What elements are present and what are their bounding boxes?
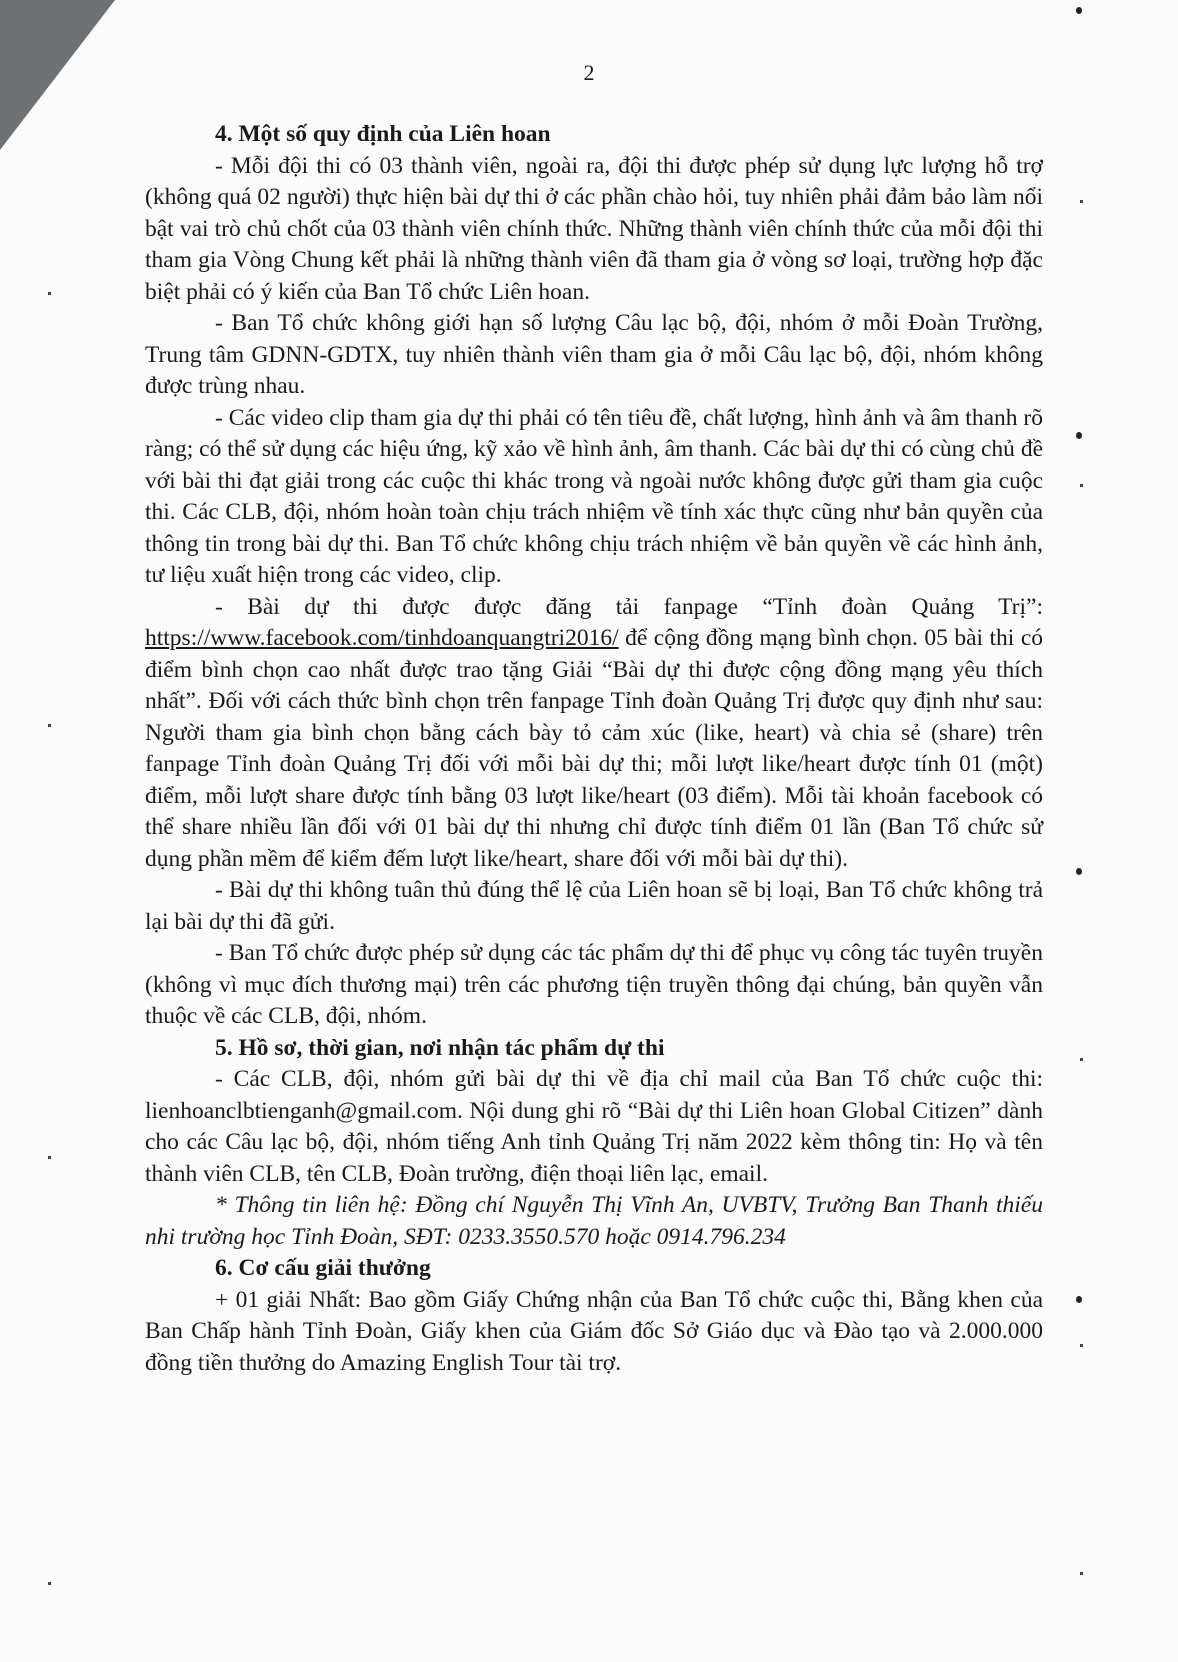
paragraph-text: - Bài dự thi được được đăng tải fanpage “Tỉnh đoàn Quảng Trị”: bbox=[215, 593, 1043, 620]
scan-speck bbox=[48, 1156, 51, 1159]
scan-speck bbox=[1080, 1344, 1083, 1347]
section-heading: 4. Một số quy định của Liên hoan bbox=[215, 121, 551, 147]
section-heading: 5. Hồ sơ, thời gian, nơi nhận tác phẩm dự thi bbox=[215, 1034, 665, 1061]
paragraph: - Mỗi đội thi có 03 thành viên, ngoài ra, đội thi được phép sử dụng lực lượng hỗ trợ (không quá 02 người) thực hiện bài dự thi ở các phần chào hỏi, tuy nhiên phải đảm bảo làm nổi bật vai trò chủ chốt của 03 thành viên chính thức. Những thành viên chính thức của mỗi đội thi tham gia Vòng Chung kết phải là những thành viên đã tham gia ở vòng sơ loại, trường hợp đặc biệt phải có ý kiến của Ban Tổ chức Liên hoan. bbox=[145, 152, 1043, 305]
paragraph: - Các CLB, đội, nhóm gửi bài dự thi về địa chỉ mail của Ban Tổ chức cuộc thi: lienhoanclbtienganh@gmail.com. Nội dung ghi rõ “Bài dự thi Liên hoan Global Citizen” dành cho các Câu lạc bộ, đội, nhóm tiếng Anh tỉnh Quảng Trị năm 2022 kèm thông tin: Họ và tên thành viên CLB, tên CLB, Đoàn trường, điện thoại liên lạc, email. bbox=[145, 1066, 1043, 1187]
scan-speck bbox=[48, 1582, 51, 1585]
scan-speck bbox=[1076, 432, 1082, 439]
contact-info: * Thông tin liên hệ: Đồng chí Nguyễn Thị Vĩnh An, UVBTV, Trưởng Ban Thanh thiếu nhi trường học Tỉnh Đoàn, SĐT: 0233.3550.570 hoặc 0914.796.234 bbox=[145, 1192, 1043, 1250]
fanpage-link[interactable]: https://www.facebook.com/tinhdoanquangtri2016/ bbox=[145, 625, 619, 651]
paragraph: + 01 giải Nhất: Bao gồm Giấy Chứng nhận của Ban Tổ chức cuộc thi, Bằng khen của Ban Chấp hành Tỉnh Đoàn, Giấy khen của Giám đốc Sở Giáo dục và Đào tạo và 2.000.000 đồng tiền thưởng do Amazing English Tour tài trợ. bbox=[145, 1286, 1043, 1376]
scan-speck bbox=[48, 292, 51, 295]
paragraph-text: để cộng đồng mạng bình chọn. 05 bài thi có điểm bình chọn cao nhất được trao tặng Giải “Bài dự thi được cộng đồng mạng yêu thích nhất”. Đối với cách thức bình chọn trên fanpage Tỉnh đoàn Quảng Trị được quy định như sau: Người tham gia bình chọn bằng cách bày tỏ cảm xúc (like, heart) và chia sẻ (share) trên fanpage Tỉnh đoàn Quảng Trị đối với mỗi bài dự thi; mỗi lượt like/heart được tính 01 (một) điểm, mỗi lượt share được tính bằng 03 lượt like/heart (03 điểm). Mỗi tài khoản facebook có thể share nhiều lần đối với 01 bài dự thi nhưng chỉ được tính điểm 01 lần (Ban Tổ chức sử dụng phần mềm để kiểm đếm lượt like/heart, share đối với mỗi bài dự thi). bbox=[145, 625, 1043, 872]
scan-speck bbox=[1080, 1058, 1083, 1061]
paragraph: - Các video clip tham gia dự thi phải có tên tiêu đề, chất lượng, hình ảnh và âm thanh rõ ràng; có thể sử dụng các hiệu ứng, kỹ xảo về hình ảnh, âm thanh. Các bài dự thi có cùng chủ đề với bài thi đạt giải trong các cuộc thi khác trong và ngoài nước không được gửi tham gia cuộc thi. Các CLB, đội, nhóm hoàn toàn chịu trách nhiệm về tính xác thực cũng như bản quyền của thông tin trong bài dự thi. Ban Tổ chức không chịu trách nhiệm về bản quyền về các hình ảnh, tư liệu xuất hiện trong các video, clip. bbox=[145, 404, 1043, 588]
scan-speck bbox=[1080, 1572, 1083, 1575]
document-body bbox=[145, 119, 1043, 1379]
scan-speck bbox=[1080, 200, 1083, 203]
paragraph: - Bài dự thi không tuân thủ đúng thể lệ của Liên hoan sẽ bị loại, Ban Tổ chức không trả lại bài dự thi đã gửi. bbox=[145, 877, 1043, 935]
paragraph: - Ban Tổ chức được phép sử dụng các tác phẩm dự thi để phục vụ công tác tuyên truyền (không vì mục đích thương mại) trên các phương tiện truyền thông đại chúng, bản quyền vẫn thuộc về các CLB, đội, nhóm. bbox=[145, 940, 1043, 1029]
scan-speck bbox=[1080, 484, 1083, 487]
scan-speck bbox=[1076, 1296, 1082, 1303]
scan-speck bbox=[1076, 7, 1082, 14]
paragraph bbox=[145, 592, 1043, 876]
section-heading: 6. Cơ cấu giải thưởng bbox=[215, 1255, 431, 1281]
scan-speck bbox=[1076, 868, 1082, 875]
page-number: 2 bbox=[583, 60, 595, 85]
scan-speck bbox=[48, 724, 51, 727]
paragraph: - Ban Tổ chức không giới hạn số lượng Câu lạc bộ, đội, nhóm ở mỗi Đoàn Trường, Trung tâm GDNN-GDTX, tuy nhiên thành viên tham gia ở mỗi Câu lạc bộ, đội, nhóm không được trùng nhau. bbox=[145, 310, 1043, 399]
